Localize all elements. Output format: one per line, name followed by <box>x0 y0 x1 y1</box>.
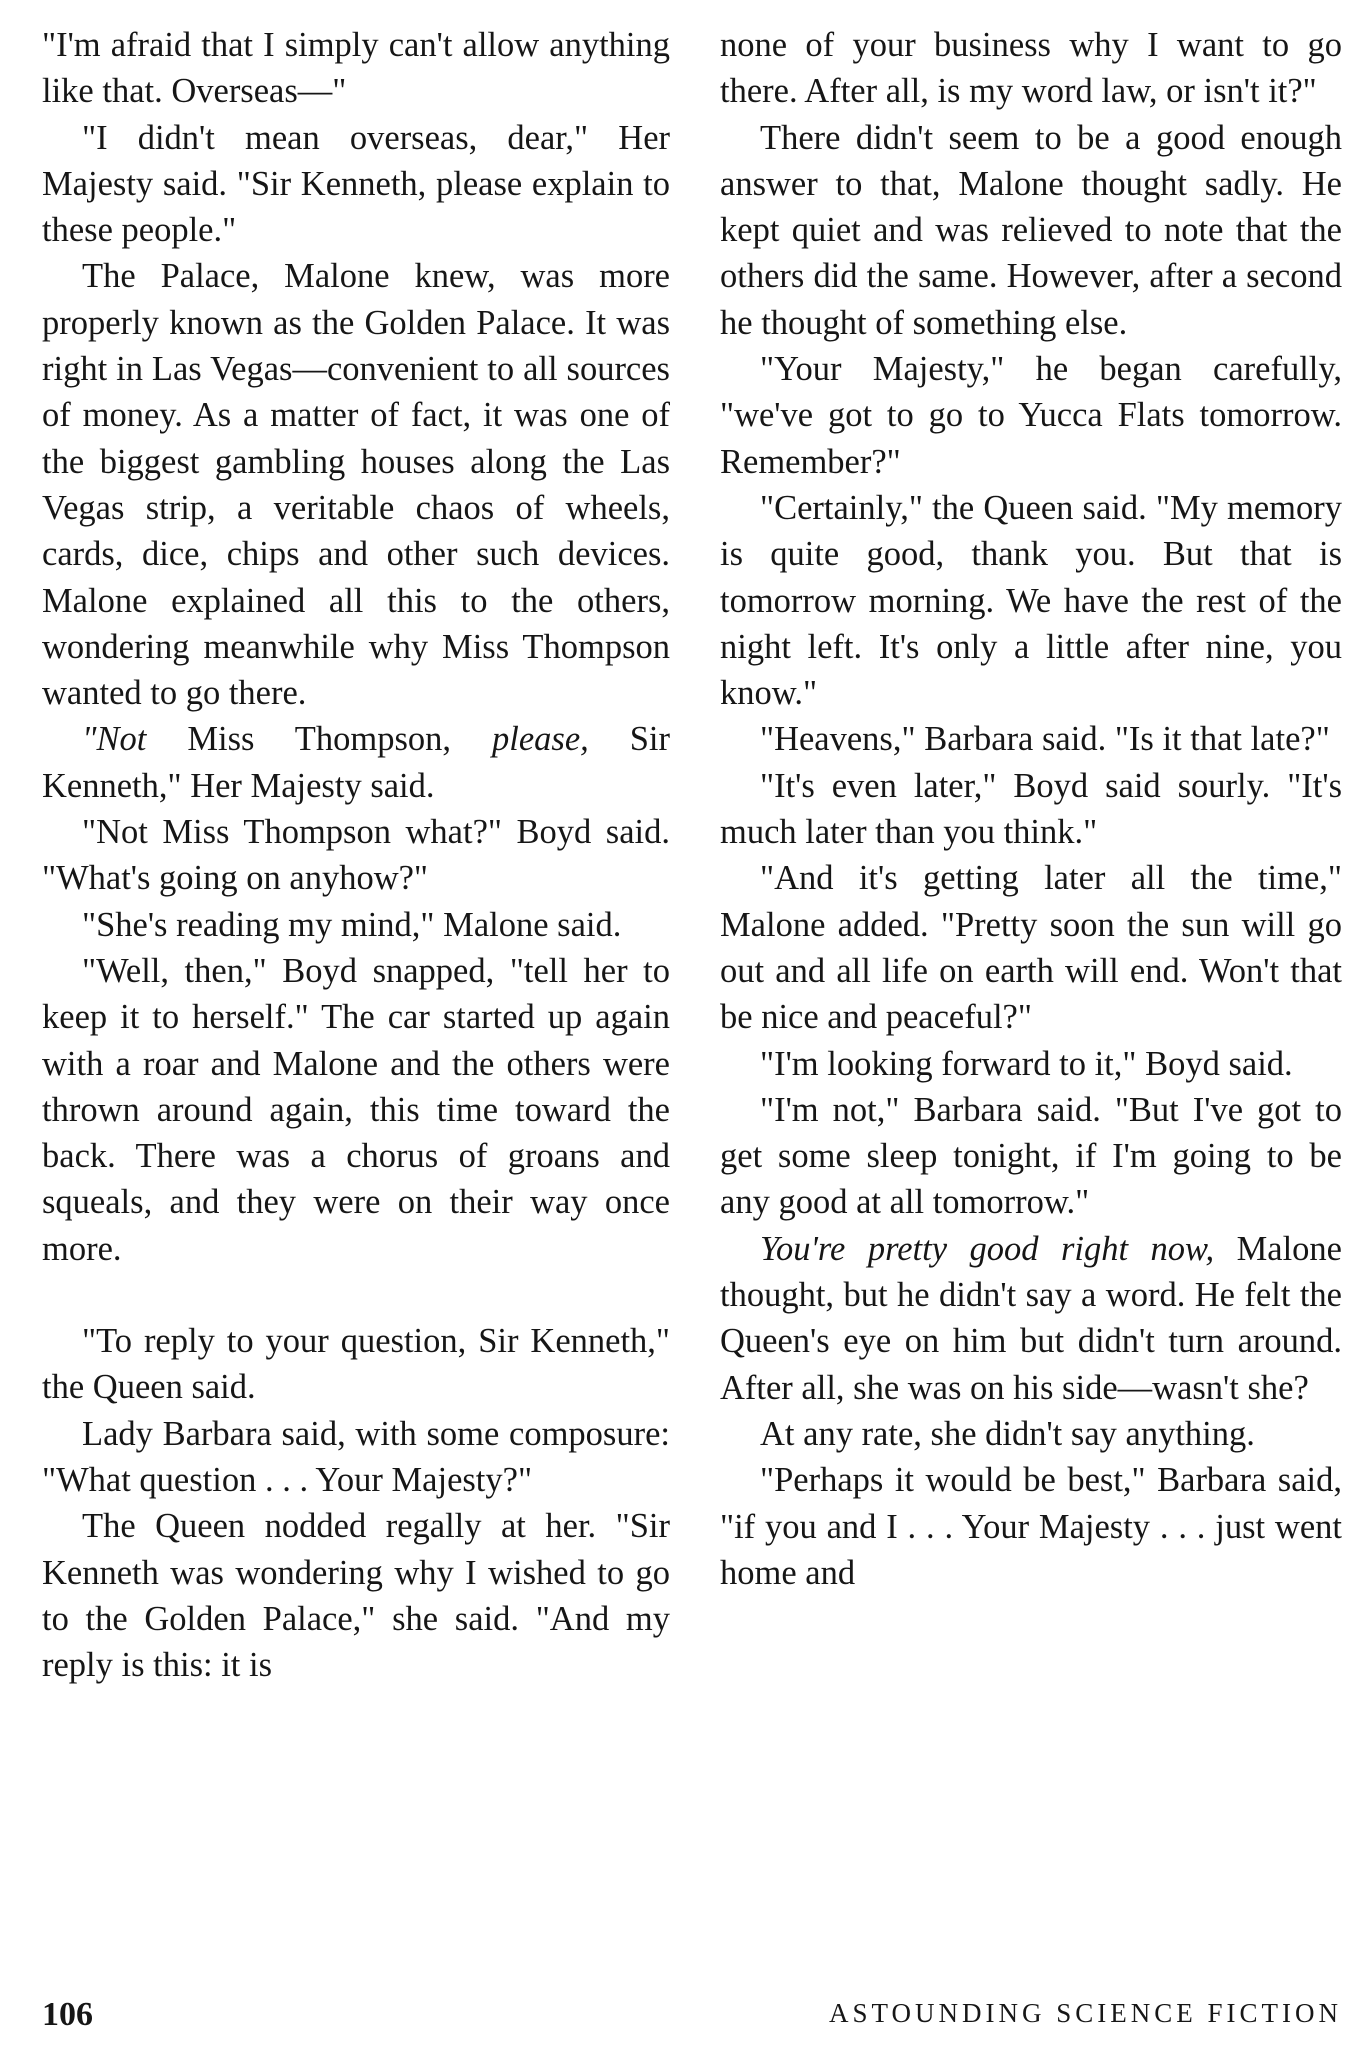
paragraph: "Well, then," Boyd snapped, "tell her to keep it to herself." The car started up again with a roar and Malone and the others were thrown around again, this time toward the back. There was a chorus of groans and squeals, and they were on their way once more. <box>42 951 670 1268</box>
paragraph: "It's even later," Boyd said sourly. "It's much later than you think." <box>720 766 1342 852</box>
paragraph: "I didn't mean overseas, dear," Her Majesty said. "Sir Kenneth, please explain to these people." <box>42 118 670 250</box>
left-column <box>42 22 670 1688</box>
paragraph: "Certainly," the Queen said. "My memory is quite good, thank you. But that is tomorrow morning. We have the rest of the night left. It's only a little after nine, you know." <box>720 488 1342 713</box>
paragraph: The Queen nodded regally at her. "Sir Kenneth was wondering why I wished to go to the Golden Palace," she said. "And my reply is this: it is <box>42 1507 670 1685</box>
page-number: 106 <box>42 1996 93 2033</box>
paragraph: "Heavens," Barbara said. "Is it that late?" <box>760 720 1330 759</box>
paragraph: At any rate, she didn't say anything. <box>760 1414 1255 1453</box>
paragraph: "To reply to your question, Sir Kenneth," the Queen said. <box>42 1322 670 1407</box>
paragraph: "Perhaps it would be best," Barbara said, "if you and I . . . Your Majesty . . . just went home and <box>720 1461 1342 1592</box>
paragraph: "I'm not," Barbara said. "But I've got to get some sleep tonight, if I'm going to be any good at all tomorrow." <box>720 1090 1342 1222</box>
paragraph: The Palace, Malone knew, was more properly known as the Golden Palace. It was right in Las Vegas—convenient to all sources of money. As a matter of fact, it was one of the biggest gambling houses along the Las Vegas strip, a veritable chaos of wheels, cards, dice, chips and other such devices. Malone explained all this to the others, wondering meanwhile why Miss Thompson wanted to go there. <box>42 257 670 713</box>
paragraph-text: Malone thought, but he didn't say a word. He felt the Queen's eye on him but didn't turn around. After all, she was on his side—wasn't she? <box>720 1229 1342 1407</box>
emphasis-text: "Not <box>82 720 147 759</box>
paragraph: "Your Majesty," he began carefully, "we've got to go to Yucca Flats tomorrow. Remember?" <box>720 350 1342 481</box>
paragraph: "She's reading my mind," Malone said. <box>82 905 622 944</box>
right-column <box>720 22 1342 1596</box>
paragraph: There didn't seem to be a good enough answer to that, Malone thought sadly. He kept quiet and was relieved to note that the others did the same. However, after a second he thought of something else. <box>720 118 1342 342</box>
paragraph: Lady Barbara said, with some composure: "What question . . . Your Majesty?" <box>42 1414 670 1499</box>
paragraph-text: Miss Thompson, <box>146 720 492 759</box>
paragraph <box>720 1226 1342 1411</box>
paragraph: "And it's getting later all the time," Malone added. "Pretty soon the sun will go out and all life on earth will end. Won't that be nice and peaceful?" <box>720 859 1342 1037</box>
paragraph: none of your business why I want to go there. After all, is my word law, or isn't it?" <box>720 26 1342 111</box>
emphasis-text: please, <box>492 720 589 759</box>
paragraph-text: Sir Kenneth," Her Majesty said. <box>42 720 671 805</box>
running-title: ASTOUNDING SCIENCE FICTION <box>828 1998 1342 2028</box>
page-footer <box>42 1996 1342 2042</box>
emphasis-text: You're pretty good right now, <box>760 1229 1215 1268</box>
paragraph: "Not Miss Thompson what?" Boyd said. "What's going on anyhow?" <box>42 813 670 898</box>
paragraph: "I'm afraid that I simply can't allow anything like that. Overseas—" <box>42 26 670 111</box>
paragraph <box>42 716 670 809</box>
paragraph: "I'm looking forward to it," Boyd said. <box>760 1044 1293 1083</box>
